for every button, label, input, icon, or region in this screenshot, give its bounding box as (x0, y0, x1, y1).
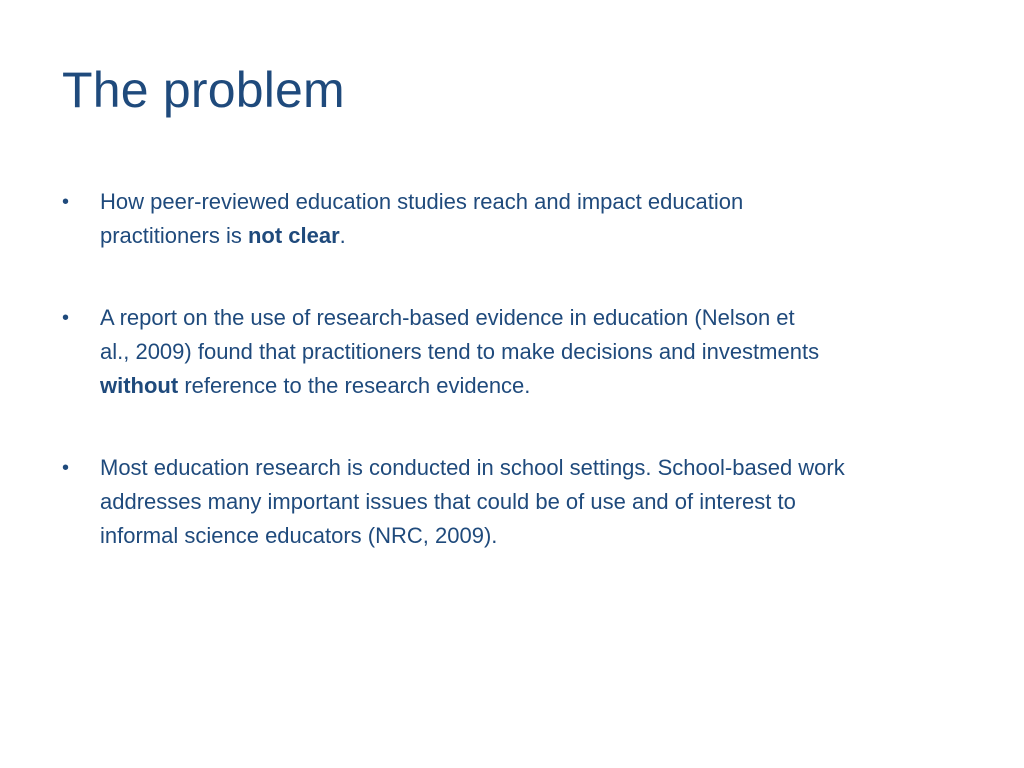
bullet-text (100, 185, 780, 253)
bullet-marker: • (62, 191, 70, 213)
bullet-text-part: A report on the use of research-based evidence in education (Nelson et al., 2009) found that practitioners tend to make decisions and investments (100, 305, 820, 364)
bullet-text-part: reference to the research evidence. (178, 373, 531, 398)
bullet-item (62, 301, 882, 403)
bullet-emphasis: without (100, 373, 179, 398)
bullet-list (62, 185, 882, 601)
bullet-marker: • (62, 307, 70, 329)
bullet-text (100, 451, 872, 553)
bullet-item (62, 451, 882, 553)
bullet-text-part: Most education research is conducted in school settings. School-based work addresses many important issues that could be of use and of interest to informal science educators (NRC, 2009). (100, 455, 845, 548)
bullet-item (62, 185, 882, 253)
bullet-marker: • (62, 457, 70, 479)
bullet-text (100, 301, 820, 403)
bullet-text-part: How peer-reviewed education studies reach and impact education practitioners is (100, 189, 744, 248)
bullet-text-part: . (339, 223, 346, 248)
bullet-emphasis: not clear (247, 223, 340, 248)
slide-title: The problem (62, 62, 345, 118)
